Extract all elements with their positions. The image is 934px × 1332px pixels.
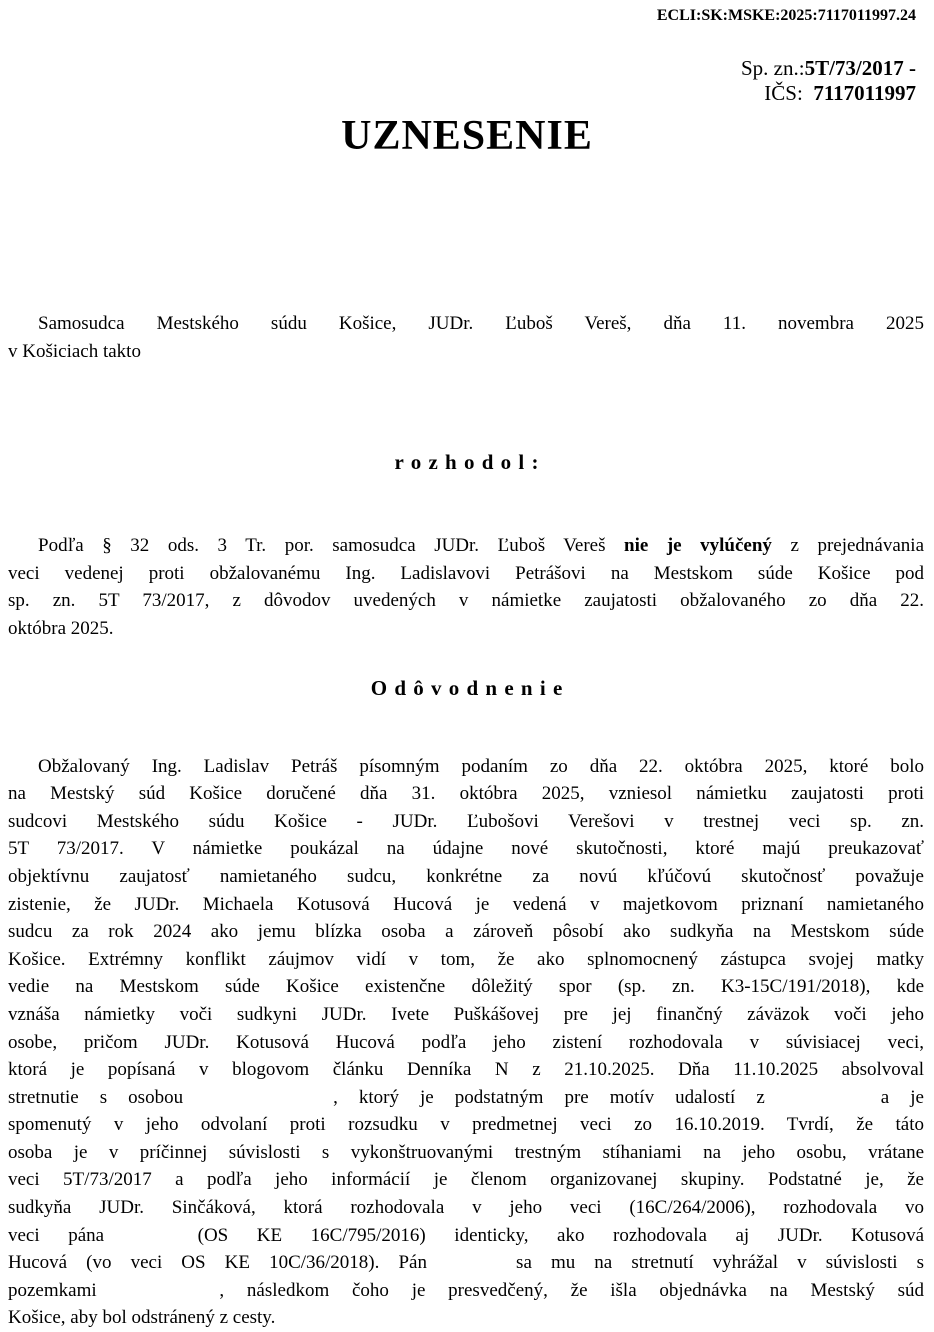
text-line [8, 1029, 924, 1057]
text-segment: vedie na Mestskom súde Košice existenčne dôležitý spor (sp. zn. K3-15C/191/2018), kde [8, 976, 924, 998]
text-segment: ktorá je popísaná v blogovom článku Denníka N z 21.10.2025. Dňa 11.10.2025 absolvoval [8, 1059, 924, 1081]
text-line [8, 1304, 924, 1332]
text-line [8, 891, 924, 919]
text-line [8, 1084, 924, 1112]
ics-line [0, 81, 916, 106]
text-segment: 5T 73/2017. V námietke poukázal na údajne nové skutočnosti, ktoré majú preukazovať [8, 838, 924, 860]
reasoning-heading: O d ô v o d n e n i e [370, 675, 564, 700]
text-segment: , ktorý je podstatným pre motív udalostí z [333, 1086, 765, 1108]
ics-value: 7117011997 [813, 81, 916, 105]
text-line [8, 1277, 924, 1305]
text-segment: a je [859, 1086, 924, 1108]
redaction-gap [183, 1102, 333, 1103]
text-segment: osoba je v príčinnej súvislosti s vykonštruovanými trestným stíhaniami na jeho osobu, vrátane [8, 1141, 924, 1163]
text-segment: sudcovi Mestského súdu Košice - JUDr. Ľubošovi Verešovi v trestnej veci sp. zn. [8, 810, 924, 832]
redaction-gap [104, 1240, 169, 1241]
text-segment: veci vedenej proti obžalovanému Ing. Ladislavovi Petrášovi na Mestskom súde Košice pod [8, 562, 924, 584]
text-segment: veci pána [8, 1224, 105, 1246]
redaction-gap [97, 1295, 197, 1296]
text-segment: Samosudca Mestského súdu Košice, JUDr. Ľuboš Vereš, dňa 11. novembra 2025 [38, 313, 924, 334]
text-line [8, 615, 924, 643]
text-line [8, 1222, 924, 1250]
text-line [8, 973, 924, 1001]
text-line [8, 808, 924, 836]
text-segment: zistenie, že JUDr. Michaela Kotusová Hucová je vedená v majetkovom priznaní namietaného [8, 893, 924, 915]
text-segment: Hucová (vo veci OS KE 10C/36/2018). Pán [8, 1252, 427, 1274]
text-segment: (OS KE 16C/795/2016) identicky, ako rozhodovala aj JUDr. Kotusová [169, 1224, 925, 1246]
text-line [8, 753, 924, 781]
text-segment: Podľa § 32 ods. 3 Tr. por. samosudca JUDr. Ľuboš Vereš [38, 535, 625, 557]
redaction-gap [427, 1267, 497, 1268]
reasoning-paragraph [0, 753, 934, 1332]
text-line [8, 780, 924, 808]
ics-label: IČS: [764, 81, 814, 105]
text-segment: sp. zn. 5T 73/2017, z dôvodov uvedených v námietke zaujatosti obžalovaného zo dňa 22. [8, 590, 924, 612]
text-line [8, 532, 924, 560]
text-segment: veci 5T/73/2017 a podľa jeho informácií je členom organizovanej skupiny. Podstatné je, že [8, 1169, 924, 1191]
document-title: UZNESENIE [341, 113, 593, 159]
text-segment: Obžalovaný Ing. Ladislav Petráš písomným podaním zo dňa 22. októbra 2025, ktoré bolo [38, 755, 924, 777]
text-segment: v Košiciach takto [8, 340, 141, 362]
text-line [8, 1001, 924, 1029]
text-line [8, 310, 924, 338]
text-line [8, 918, 924, 946]
text-line [8, 1166, 924, 1194]
decision-paragraph [0, 532, 934, 642]
text-line [8, 1056, 924, 1084]
text-line [8, 1139, 924, 1167]
decision-heading: r o z h o d o l : [394, 450, 540, 475]
text-line [8, 835, 924, 863]
redaction-gap [765, 1102, 860, 1103]
text-segment: spomenutý v jeho odvolaní proti rozsudku v predmetnej veci zo 16.10.2019. Tvrdí, že táto [8, 1114, 924, 1136]
text-segment: októbra 2025. [8, 617, 114, 639]
text-line [8, 338, 924, 366]
sp-zn-line [0, 56, 916, 81]
text-line [8, 560, 924, 588]
text-segment: sudcu za rok 2024 ako jemu blízka osoba a zároveň pôsobí ako sudkyňa na Mestskom súde [8, 921, 924, 943]
text-line [8, 863, 924, 891]
text-line [8, 946, 924, 974]
text-segment: stretnutie s osobou [8, 1086, 184, 1108]
bold-text-segment: nie je vylúčený [624, 535, 772, 557]
text-segment: osobe, pričom JUDr. Kotusová Hucová podľa jeho zistení rozhodovala v súvisiacej veci, [8, 1031, 924, 1053]
case-reference [0, 56, 934, 106]
ecli-identifier: ECLI:SK:MSKE:2025:7117011997.24 [656, 7, 916, 24]
text-segment: Košice. Extrémny konflikt záujmov vidí v tom, že ako splnomocnený zástupca svojej matky [8, 948, 924, 970]
text-segment: , následkom čoho je presvedčený, že išla objednávka na Mestský súd [196, 1279, 924, 1301]
text-segment: z prejednávania [771, 535, 924, 557]
text-segment: sudkyňa JUDr. Sinčáková, ktorá rozhodovala v jeho veci (16C/264/2006), rozhodovala vo [8, 1197, 924, 1219]
text-line [8, 1249, 924, 1277]
text-segment: objektívnu zaujatosť namietaného sudcu, konkrétne za novú kľúčovú skutočnosť považuje [8, 865, 924, 887]
text-segment: sa mu na stretnutí vyhrážal v súvislosti s [496, 1252, 925, 1274]
text-segment: na Mestský súd Košice doručené dňa 31. októbra 2025, vzniesol námietku zaujatosti proti [8, 783, 924, 805]
sp-zn-label: Sp. zn.: [740, 56, 805, 80]
text-line [8, 1111, 924, 1139]
intro-paragraph [0, 310, 934, 365]
sp-zn-value: 5T/73/2017 - [804, 56, 916, 80]
text-segment: Košice, aby bol odstránený z cesty. [8, 1307, 276, 1329]
text-segment: vznáša námietky voči sudkyni JUDr. Ivete Puškášovej pre jej finančný záväzok voči jeho [8, 1003, 924, 1025]
text-segment: pozemkami [8, 1279, 97, 1301]
text-line [8, 1194, 924, 1222]
text-line [8, 587, 924, 615]
